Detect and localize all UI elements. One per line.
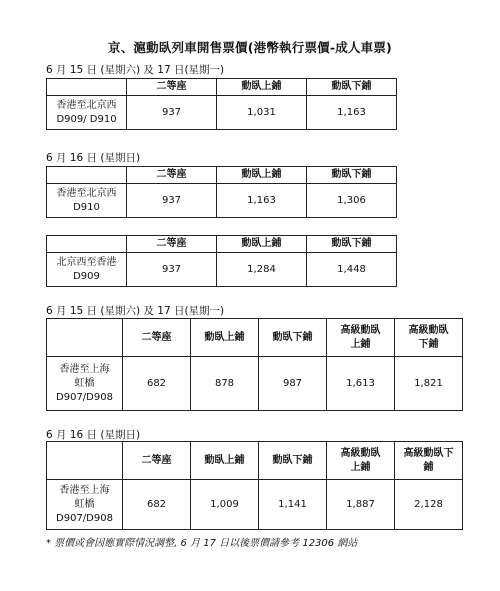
header-cell: 動臥上鋪 [217,167,307,184]
table-header-row [47,236,397,253]
header-cell [395,442,463,480]
fare-table [46,318,463,411]
header-cell: 二等座 [127,79,217,96]
route-line: 香港至北京西 [56,187,117,199]
fare-cell: 1,821 [395,357,463,411]
fare-table [46,441,463,530]
header-cell [395,319,463,357]
route-cell [47,96,127,130]
footnote: * 票價或會因應實際情況調整, 6 月 17 日以後票價請參考 12306 網站 [46,538,358,549]
route-line: D909/ D910 [56,113,117,125]
fare-cell: 1,031 [217,96,307,130]
header-cell: 動臥下鋪 [307,236,397,253]
fare-cell: 937 [127,253,217,287]
header-line: 上鋪 [350,338,371,350]
fare-cell: 1,141 [259,480,327,530]
section-date: 6 月 16 日 (星期日) [46,429,141,441]
section-date: 6 月 15 日 (星期六) 及 17 日(星期一) [46,305,225,317]
table-header-row [47,167,397,184]
fare-cell: 1,163 [217,184,307,218]
route-line: 香港至上海 [59,363,110,375]
fare-cell: 937 [127,96,217,130]
header-cell [327,442,395,480]
header-cell: 動臥上鋪 [217,236,307,253]
fare-table [46,235,397,287]
route-line: 香港至上海 [59,484,110,496]
route-line: D909 [73,270,100,282]
fare-table [46,78,397,130]
header-cell [47,319,123,357]
header-cell: 動臥上鋪 [217,79,307,96]
table-row [47,184,397,218]
route-line: D907/D908 [56,391,113,403]
header-line: 上鋪 [350,461,371,473]
table-row [47,96,397,130]
table-row [47,357,463,411]
route-cell [47,184,127,218]
header-cell [47,79,127,96]
route-cell [47,253,127,287]
header-cell: 動臥上鋪 [191,319,259,357]
fare-cell: 987 [259,357,327,411]
route-line: 香港至北京西 [56,99,117,111]
route-cell [47,357,123,411]
header-cell: 動臥下鋪 [307,167,397,184]
fare-cell: 2,128 [395,480,463,530]
header-cell [327,319,395,357]
fare-cell: 1,613 [327,357,395,411]
fare-cell: 937 [127,184,217,218]
section-date: 6 月 16 日 (星期日) [46,152,141,164]
header-cell [47,167,127,184]
header-line: 高級動臥 [340,447,381,459]
fare-cell: 1,448 [307,253,397,287]
header-cell: 二等座 [127,236,217,253]
fare-cell: 1,887 [327,480,395,530]
route-line: 虹橋 [74,377,95,389]
header-cell: 二等座 [123,319,191,357]
header-cell: 二等座 [127,167,217,184]
route-line: 北京西至香港 [56,256,117,268]
route-line: D910 [73,201,100,213]
fare-cell: 1,009 [191,480,259,530]
header-line: 高級動臥 [408,324,449,336]
header-line: 高級動臥 [340,324,381,336]
table-header-row [47,442,463,480]
header-cell: 動臥上鋪 [191,442,259,480]
page-title: 京、滬動臥列車開售票價(港幣執行票價-成人車票) [108,40,392,55]
header-cell: 動臥下鋪 [259,442,327,480]
section-date: 6 月 15 日 (星期六) 及 17 日(星期一) [46,64,225,76]
fare-cell: 878 [191,357,259,411]
header-cell: 動臥下鋪 [307,79,397,96]
table-header-row [47,79,397,96]
header-cell [47,442,123,480]
route-cell [47,480,123,530]
table-row [47,480,463,530]
fare-cell: 1,306 [307,184,397,218]
fare-cell: 1,284 [217,253,307,287]
header-cell [47,236,127,253]
fare-cell: 1,163 [307,96,397,130]
header-cell: 二等座 [123,442,191,480]
header-line: 下鋪 [418,338,439,350]
fare-table [46,166,397,218]
table-row [47,253,397,287]
header-line: 高級動臥下 [403,447,454,459]
table-header-row [47,319,463,357]
header-cell: 動臥下鋪 [259,319,327,357]
route-line: 虹橋 [74,498,95,510]
header-line: 鋪 [423,461,434,473]
fare-cell: 682 [123,357,191,411]
fare-cell: 682 [123,480,191,530]
route-line: D907/D908 [56,512,113,524]
